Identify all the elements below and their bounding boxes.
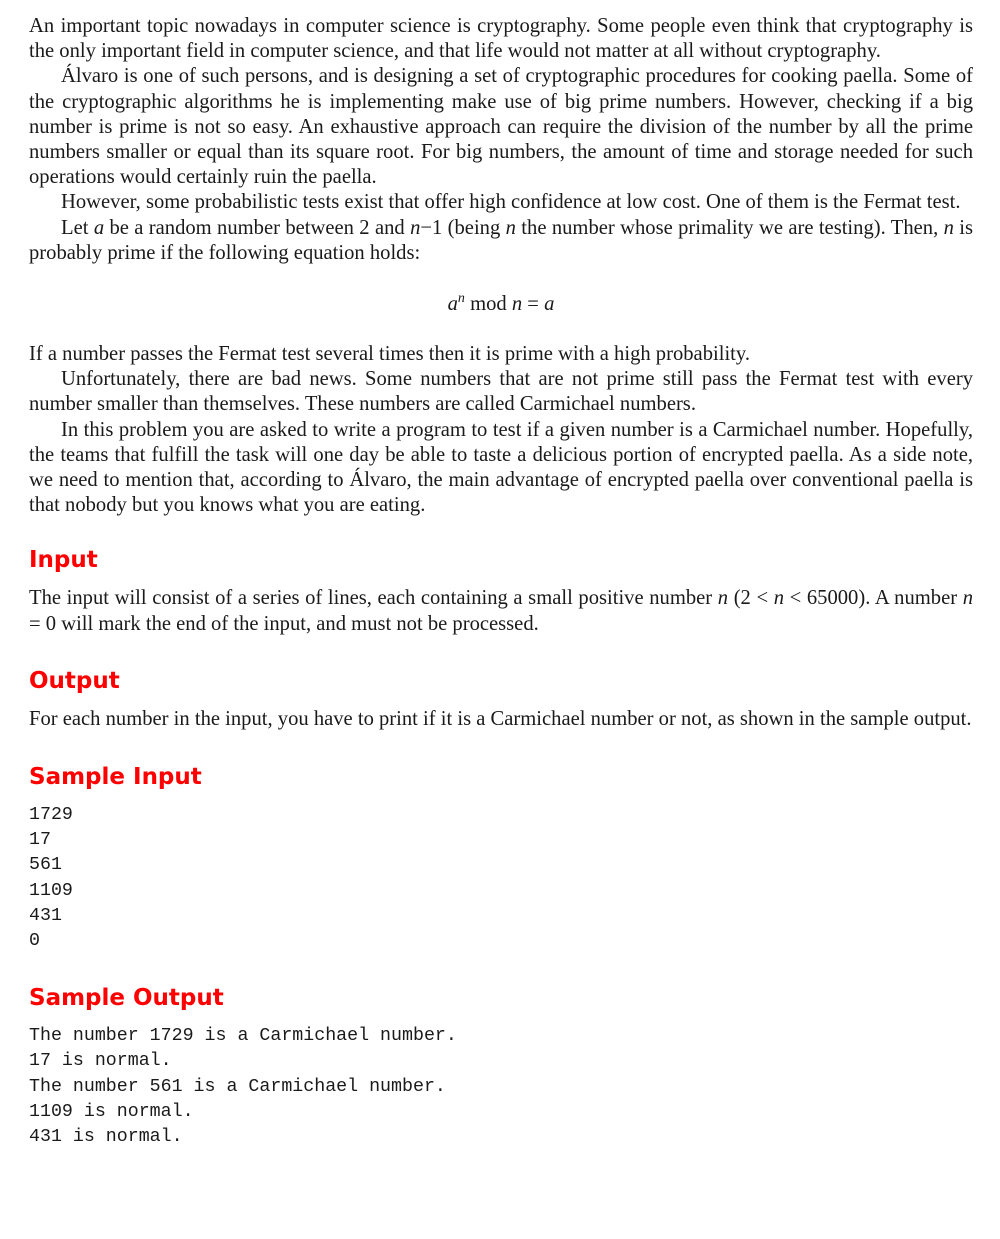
intro-paragraph-1: An important topic nowadays in computer science is cryptography. Some people even think that cryptography is the only important field in computer science, and that life would not matter at all without cryptography.	[29, 15, 973, 63]
output-heading: Output	[29, 667, 120, 694]
sample-input-heading: Sample Input	[29, 764, 202, 791]
equation-base: a	[447, 293, 458, 316]
math-var: n	[410, 216, 421, 239]
intro-paragraph-2: Álvaro is one of such persons, and is designing a set of cryptographic procedures for cooking paella. Some of the cryptographic algorithms he is implementing make use of big prime numbers. However, checking if a big number is prime is not so easy. An exhaustive approach can require the division of the number by all the prime numbers smaller or equal than its square root. For big numbers, the amount of time and storage needed for such operations would certainly ruin the paella.	[29, 65, 973, 189]
text-run: = 0 will mark the end of the input, and must not be processed.	[29, 612, 539, 635]
text-run: The input will consist of a series of lines, each containing a small positive number	[29, 587, 718, 610]
intro-paragraph-5: If a number passes the Fermat test several times then it is prime with a high probability.	[29, 343, 750, 366]
intro-paragraph-4	[29, 216, 973, 266]
sample-input-line: 1109	[29, 880, 73, 901]
text-run: is probably prime if the following equation holds:	[29, 216, 973, 264]
equation-exponent: n	[457, 291, 465, 307]
sample-input-line: 431	[29, 905, 62, 926]
sample-output-heading: Sample Output	[29, 985, 224, 1012]
equation-rhs: a	[544, 293, 555, 316]
math-var: n	[773, 587, 784, 610]
math-var: n	[943, 216, 954, 239]
sample-output-line: The number 561 is a Carmichael number.	[29, 1076, 446, 1097]
problem-statement	[29, 14, 973, 1150]
fermat-equation	[29, 292, 973, 317]
equation-equals: =	[522, 293, 545, 316]
sample-output-line: 1109 is normal.	[29, 1101, 194, 1122]
text-run: the number whose primality we are testing). Then,	[515, 216, 944, 239]
sample-output-line: 17 is normal.	[29, 1051, 172, 1072]
sample-input-line: 561	[29, 855, 62, 876]
text-run: < 65000). A number	[784, 587, 963, 610]
math-var: a	[93, 216, 105, 239]
sample-input-line: 1729	[29, 805, 73, 826]
sample-output-block	[29, 1024, 973, 1150]
sample-input-block	[29, 803, 973, 954]
math-var: n	[505, 216, 516, 239]
intro-paragraph-3: However, some probabilistic tests exist that offer high confidence at low cost. One of them is the Fermat test.	[61, 191, 961, 214]
equation-operator: mod	[464, 293, 512, 316]
input-description	[29, 586, 973, 636]
output-description: For each number in the input, you have to print if it is a Carmichael number or not, as shown in the sample output.	[29, 707, 972, 730]
intro-paragraph-6: Unfortunately, there are bad news. Some numbers that are not prime still pass the Fermat test with every number smaller than themselves. These numbers are called Carmichael numbers.	[29, 368, 973, 416]
text-run: be a random number between 2 and	[104, 216, 411, 239]
equation-modulus: n	[511, 293, 523, 316]
text-run: Let	[61, 216, 94, 239]
sample-input-line: 0	[29, 931, 40, 952]
math-var: n	[717, 587, 729, 610]
intro-paragraph-7: In this problem you are asked to write a program to test if a given number is a Carmichael number. Hopefully, the teams that fulfill the task will one day be able to taste a delicious portion of encrypted paella. As a side note, we need to mention that, according to Álvaro, the main advantage of encrypted paella over conventional paella is that nobody but you knows what you are eating.	[29, 418, 973, 517]
math-var: n	[962, 587, 973, 610]
sample-output-line: 431 is normal.	[29, 1127, 183, 1148]
sample-output-line: The number 1729 is a Carmichael number.	[29, 1026, 457, 1047]
text-run: −1 (being	[420, 216, 506, 239]
input-heading: Input	[29, 547, 98, 574]
sample-input-line: 17	[29, 830, 51, 851]
text-run: (2 <	[728, 587, 774, 610]
